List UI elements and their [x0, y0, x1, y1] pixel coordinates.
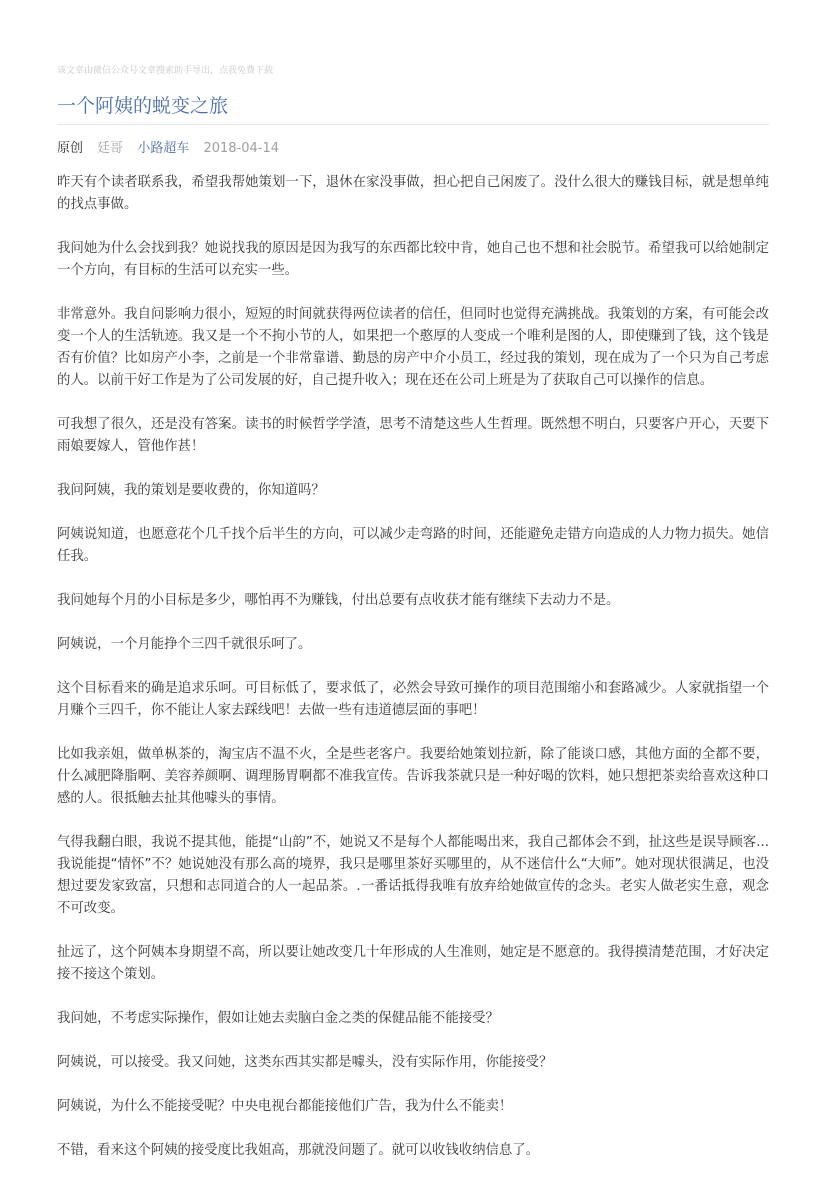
- paragraph: 这个目标看来的确是追求乐呵。可目标低了，要求低了，必然会导致可操作的项目范围缩小和套路减少。人家就指望一个月赚个三四千，你不能让人家去踩线吧！去做一些有违道德层面的事吧！: [57, 681, 769, 718]
- paragraph: 阿姨说，为什么不能接受呢？中央电视台都能接他们广告，我为什么不能卖！: [57, 1099, 513, 1114]
- title-divider: [57, 124, 769, 125]
- article-title: 一个阿姨的蜕变之旅: [57, 95, 229, 117]
- paragraph: 我问阿姨，我的策划是要收费的，你知道吗？: [57, 483, 325, 498]
- export-notice-link[interactable]: 该文章由微信公众号文章搜索助手导出，点我免费下载: [57, 66, 274, 76]
- publish-date: 2018-04-14: [203, 141, 280, 156]
- paragraph: 阿姨说知道，也愿意花个几千找个后半生的方向，可以减少走弯路的时间，还能避免走错方向造成的人力物力损失。她信任我。: [57, 527, 769, 564]
- paragraph: 我问她，不考虑实际操作，假如让她去卖脑白金之类的保健品能不能接受？: [57, 1011, 499, 1026]
- author-name: 廷哥: [97, 141, 124, 156]
- paragraph: 气得我翻白眼，我说不提其他，能提“山韵”不，她说又不是每个人都能喝出来，我自己都体会不到，扯这些是误导顾客...我说能提“情怀”不？她说她没有那么高的境界，我只是哪里茶好买哪里的，从不迷信什么“大师”。她对现状很满足，也没想过要发家致富，只想和志同道合的人一起品茶。.一番话抵得我唯有放弃给她做宣传的念头。老实人做老实生意，观念不可改变。: [57, 835, 769, 916]
- paragraph: 非常意外。我自问影响力很小，短短的时间就获得两位读者的信任，但同时也觉得充满挑战。我策划的方案，有可能会改变一个人的生活轨迹。我又是一个不拘小节的人，如果把一个憨厚的人变成一个唯利是图的人，即使赚到了钱，这个钱是否有价值？比如房产小李，之前是一个非常靠谱、勤恳的房产中介小员工，经过我的策划，现在成为了一个只为自己考虑的人。以前干好工作是为了公司发展的好，自己提升收入；现在还在公司上班是为了获取自己可以操作的信息。: [57, 307, 769, 388]
- original-label: 原创: [57, 141, 84, 156]
- account-link[interactable]: 小路超车: [137, 141, 190, 156]
- article-meta: [57, 140, 289, 158]
- paragraph: 我问她每个月的小目标是多少，哪怕再不为赚钱，付出总要有点收获才能有继续下去动力不是。: [57, 593, 620, 608]
- paragraph: 比如我亲姐，做单枞茶的，淘宝店不温不火，全是些老客户。我要给她策划拉新，除了能谈口感，其他方面的全都不要，什么减肥降脂啊、美容养颜啊、调理肠胃啊都不准我宣传。告诉我茶就只是一种好喝的饮料，她只想把茶卖给喜欢这种口感的人。很抵触去扯其他噱头的事情。: [57, 747, 769, 806]
- paragraph: 不错，看来这个阿姨的接受度比我姐高，那就没问题了。就可以收钱收纳信息了。: [57, 1143, 540, 1158]
- paragraph: 阿姨说，一个月能挣个三四千就很乐呵了。: [57, 637, 312, 652]
- paragraph: 扯远了，这个阿姨本身期望不高，所以要让她改变几十年形成的人生准则，她定是不愿意的。我得摸清楚范围，才好决定接不接这个策划。: [57, 945, 769, 982]
- paragraph: 阿姨说，可以接受。我又问她，这类东西其实都是噱头，没有实际作用，你能接受？: [57, 1055, 553, 1070]
- paragraph: 我问她为什么会找到我？她说找我的原因是因为我写的东西都比较中肯，她自己也不想和社会脱节。希望我可以给她制定一个方向，有目标的生活可以充实一些。: [57, 241, 769, 278]
- paragraph: 昨天有个读者联系我，希望我帮她策划一下，退休在家没事做，担心把自己闲废了。没什么很大的赚钱目标，就是想单纯的找点事做。: [57, 175, 769, 212]
- paragraph: 可我想了很久，还是没有答案。读书的时候哲学学渣，思考不清楚这些人生哲理。既然想不明白，只要客户开心，天要下雨娘要嫁人，管他作甚！: [57, 417, 769, 454]
- article-body: [57, 172, 769, 1184]
